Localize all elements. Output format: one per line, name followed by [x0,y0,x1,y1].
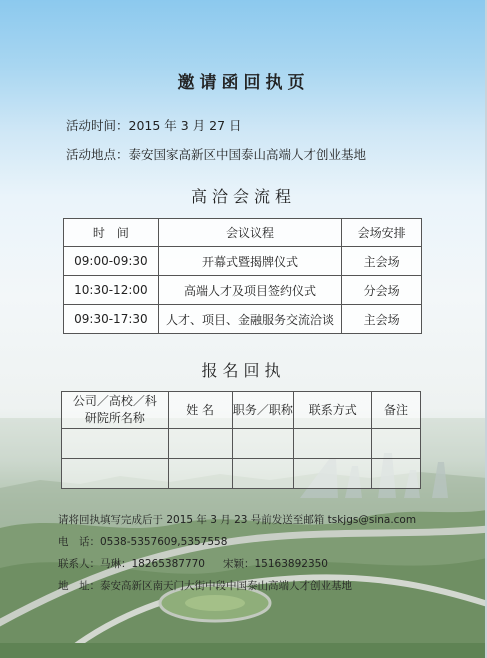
table-row [64,305,422,334]
submission-note: 请将回执填写完成后于 2015 年 3 月 23 号前发送至邮箱 tskjgs@sina.com [58,514,417,526]
activity-time [66,116,242,134]
organization-field[interactable] [62,429,169,459]
activity-time-label: 活动时间： [66,118,129,133]
position-field[interactable] [232,459,294,489]
phone-value: 0538-5357609,5357558 [100,536,228,548]
flow-time-cell: 09:00-09:30 [64,247,159,276]
reg-header-organization: 公司／高校／科研院所名称 [62,392,169,429]
table-row [64,247,422,276]
address-value: 泰安高新区南天门大街中段中国泰山高端人才创业基地 [100,580,352,592]
flow-agenda-cell: 开幕式暨揭牌仪式 [158,247,341,276]
flow-venue-cell: 主会场 [342,305,422,334]
remarks-field[interactable] [372,459,421,489]
flow-venue-cell: 分会场 [342,276,422,305]
registration-section-title: 报名回执 [201,361,286,380]
table-row [64,276,422,305]
registration-row [62,459,421,489]
contact-field[interactable] [294,459,372,489]
flow-agenda-cell: 人才、项目、金融服务交流洽谈 [158,305,341,334]
activity-place-value: 泰安国家高新区中国泰山高端人才创业基地 [128,147,367,162]
flow-header-agenda: 会议议程 [158,219,341,247]
contact2-name: 宋颖： [223,558,255,570]
contact1-name: 马琳： [100,558,132,570]
phone-label: 电 话： [58,536,100,548]
flow-section-title: 高洽会流程 [190,187,296,206]
reg-header-name: 姓 名 [168,392,232,429]
flow-header-row [64,219,422,247]
contact2-phone: 15163892350 [254,558,328,570]
reg-header-position: 职务／职称 [232,392,294,429]
organization-field[interactable] [62,459,169,489]
registration-row [62,429,421,459]
contact-field[interactable] [294,429,372,459]
activity-time-value: 2015 年 3 月 27 日 [128,118,242,133]
contact-line [58,556,328,571]
flow-table [63,218,422,334]
position-field[interactable] [232,429,294,459]
registration-table [61,391,421,489]
activity-place [66,145,366,163]
page-title: 邀请函回执页 [177,73,310,93]
name-field[interactable] [168,429,232,459]
flow-venue-cell: 主会场 [342,247,422,276]
address-label: 地 址： [58,580,100,592]
flow-time-cell: 09:30-17:30 [64,305,159,334]
flow-header-venue: 会场安排 [342,219,422,247]
activity-place-label: 活动地点： [66,147,129,162]
remarks-field[interactable] [372,429,421,459]
flow-agenda-cell: 高端人才及项目签约仪式 [158,276,341,305]
flow-time-cell: 10:30-12:00 [64,276,159,305]
name-field[interactable] [168,459,232,489]
reg-header-contact: 联系方式 [294,392,372,429]
contact-label: 联系人： [58,558,100,570]
registration-header-row [62,392,421,429]
address-line [58,578,352,593]
flow-header-time: 时 间 [64,219,159,247]
reg-header-remarks: 备注 [372,392,421,429]
phone-line [58,534,227,549]
contact1-phone: 18265387770 [131,558,205,570]
